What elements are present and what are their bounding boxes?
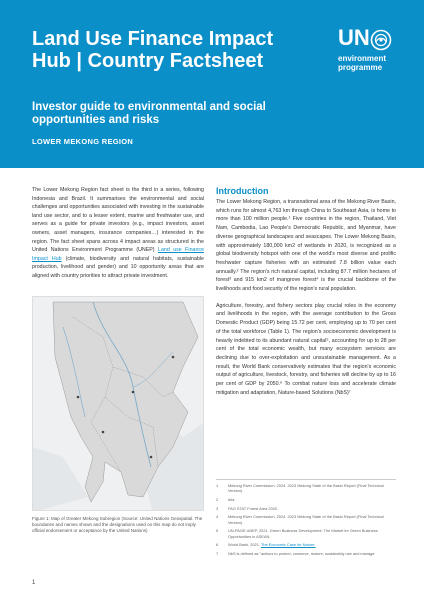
footnote-number: 3	[216, 505, 219, 511]
economic-case-link[interactable]: The Economic Case for Nature.	[260, 542, 316, 548]
footnote	[216, 514, 396, 525]
footnote-text: UN-PAGE UNEP, 2021. Green Business Development: The Market for Green Business Opportunities in ASEAN.	[228, 528, 378, 539]
summary-text-start: The Lower Mekong Region fact sheet is the third in a series, following Indonesia and Brazil. It summarises the environmental and social challenges and opportunities associated with investing in the sustainable land use sector, and to a lesser extent, marine and freshwater use, and serves as a guide for private investors (e.g., impact investors, asset owners, asset managers, insurance companies…) interested in the region. The fact sheet spans across 4 impact areas as structured in the United Nations Environment Programme (UNEP)	[32, 187, 204, 254]
unep-logo	[338, 27, 410, 83]
intro-paragraph-2: Agriculture, forestry, and fishery sectors play crucial roles in the economy and livelihoods in the region, with the average contribution to the Gross Domestic Product (GDP) being 15.72 per cent, employing up to 70 per cent of the total workforce (Table 1). The region's socioeconomic development is heavily indebted to its abundant natural capital⁵, accounting for up to 28 per cent of the total economic wealth, but many ecosystem services are declining due to over-exploitation and unsustainable management. As a result, the World Bank conservatively estimates that the region's economic output of agriculture, livestock, forestry, and fisheries will decline by up to 16 per cent of GDP by 2050.⁶ To combat nature loss and accelerate climate mitigation and adaptation, Nature-based Solutions (NbS)⁷	[216, 302, 396, 396]
footnote	[216, 551, 396, 556]
introduction-heading: Introduction	[216, 186, 269, 196]
summary-text-end: (climate, biodiversity and natural habitats, sustainable production, livelihood and gender) and 10 opportunity areas that are aligned with country priorities to attract private investment.	[32, 255, 204, 279]
intro-summary	[32, 186, 204, 281]
introduction-section	[216, 186, 396, 397]
page-subtitle: Investor guide to environmental and social opportunities and risks	[32, 101, 266, 126]
footnote	[216, 483, 396, 494]
un-emblem-icon	[370, 29, 392, 51]
intro-paragraph-1: The Lower Mekong Region, a transnational area of the Mekong River Basin, which runs for almost 4,763 km through China to Southeast Asia, is home to more than 100 million people.¹ Five countries in the region, Thailand, Viet Nam, Cambodia, Lao People's Democratic Republic, and Myanmar, have diverse geographical landscapes and seascapes. The Lower Mekong Basin, with approximately 180,000 km2 of wetlands in 2020, is recognized as a global biodiversity hotspot with one of the world's most diverse and prolific freshwater capture fisheries with an estimated 7.8 billion value each annually.² The region's rich natural capital, including 87.7 million hectares of forest³ and 915 km2 of mangrove forest⁴ is the crucial backbone of the livelihoods and food security of the region's rural population.	[216, 199, 396, 293]
footnote-number: 4	[216, 514, 219, 520]
footnote-number: 6	[216, 542, 219, 548]
footnote	[216, 497, 396, 502]
footnote	[216, 542, 396, 547]
footnote-text: FAO STAT Forest Area 2020.	[228, 505, 279, 511]
footnote-text: Mekong River Commission, 2024. 2023 Mekong State of the Basin Report (Final Technical Version)	[228, 483, 384, 494]
logo-programme-text: environment programme	[338, 54, 387, 72]
footnote-number: 2	[216, 497, 219, 502]
footnote-text: NbS is defined as "actions to protect, conserve, restore, sustainably use and manage	[228, 550, 375, 556]
land-use-hub-link[interactable]: Land use Finance Impact Hub	[32, 247, 204, 262]
mekong-map	[32, 296, 204, 511]
header-band	[0, 0, 424, 168]
footnote-text: World Bank, 2021.	[228, 542, 261, 548]
footnote-text: Mekong River Commission, 2024. 2023 Mekong State of the Basin Report (Final Technical Version)	[228, 514, 384, 525]
footnote-text: Ibid.	[228, 497, 236, 502]
footnote-number: 7	[216, 550, 219, 556]
logo-un-text: UN	[338, 25, 370, 50]
page-number: 1	[32, 580, 36, 586]
page-title: Land Use Finance Impact Hub | Country Factsheet	[32, 28, 274, 72]
footnote	[216, 506, 396, 511]
map-caption: Figure 1: Map of Greater Mekong Subregion (Source: United Nations Geospatial. The boundaries and names shown and the designations used on this map do not imply official endorsement or acceptance by the United Nations)	[32, 516, 203, 533]
region-label: LOWER MEKONG REGION	[32, 137, 134, 146]
footnote-number: 5	[216, 528, 219, 534]
footnote	[216, 528, 396, 539]
footnote-number: 1	[216, 483, 219, 488]
footnote-divider	[216, 479, 396, 480]
mekong-map-graphic	[33, 297, 204, 511]
footnotes	[216, 483, 396, 559]
